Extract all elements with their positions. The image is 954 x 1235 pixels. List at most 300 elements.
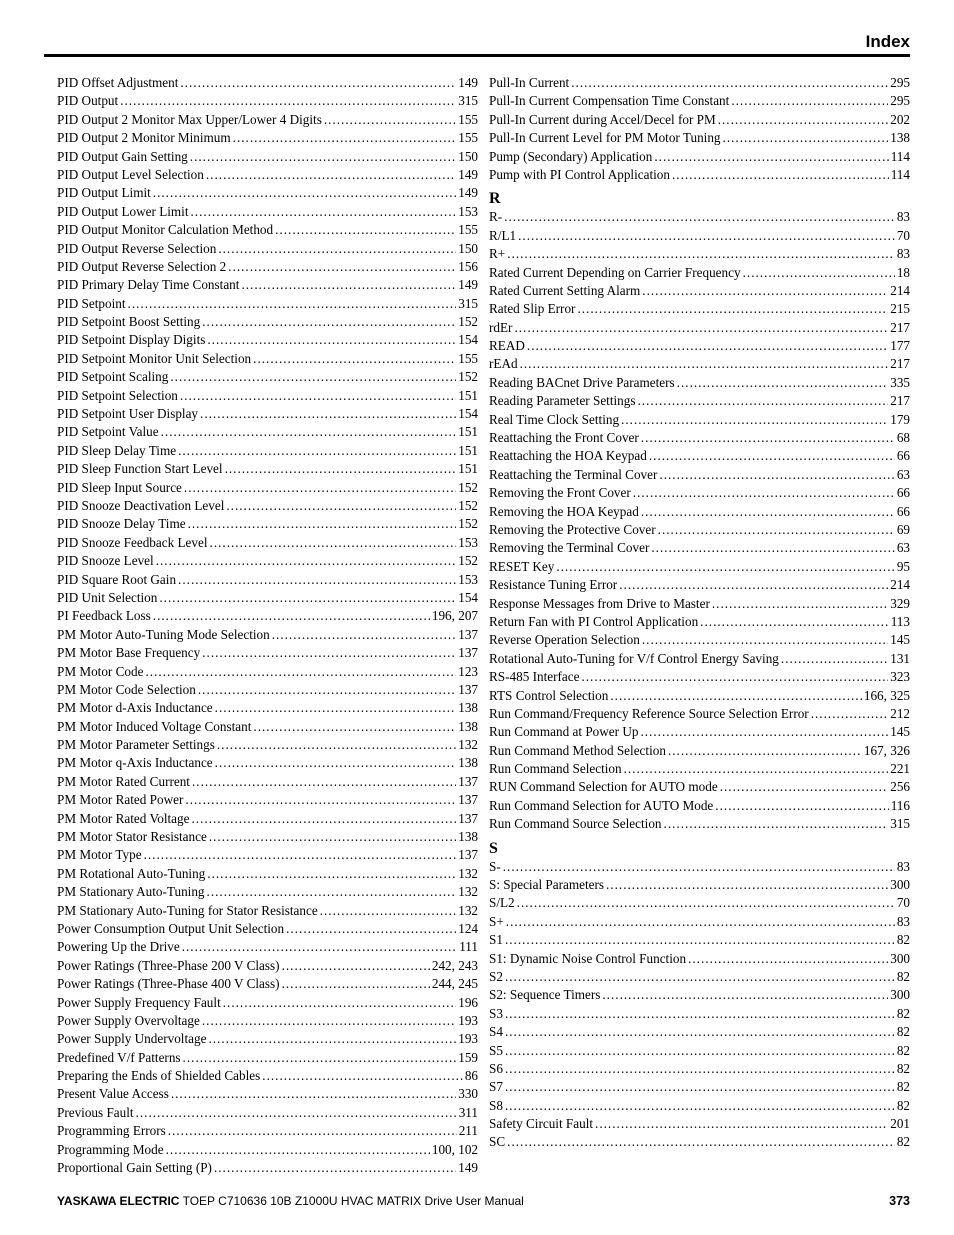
index-page-ref: 214 <box>890 577 910 593</box>
index-page-ref: 82 <box>896 1079 910 1095</box>
dot-leader <box>688 950 888 968</box>
index-entry <box>57 74 478 92</box>
index-entry <box>489 74 910 92</box>
index-entry <box>489 894 910 912</box>
index-page-ref: 154 <box>458 332 478 348</box>
index-entry <box>489 374 910 392</box>
index-term: PM Motor Type <box>57 847 142 863</box>
index-term: Safety Circuit Fault <box>489 1116 594 1132</box>
index-entry <box>57 773 478 791</box>
index-page-ref: 137 <box>458 626 478 642</box>
index-entry <box>57 1067 478 1085</box>
index-entry <box>57 148 478 166</box>
index-entry <box>489 300 910 318</box>
index-page-ref: 323 <box>890 669 910 685</box>
dot-leader <box>505 1060 895 1078</box>
index-page-ref: 300 <box>890 877 910 893</box>
index-entry <box>57 92 478 110</box>
index-page-ref: 132 <box>458 884 478 900</box>
index-page-ref: 214 <box>890 282 910 298</box>
index-term: Response Messages from Drive to Master <box>489 595 710 611</box>
index-entry <box>57 258 478 276</box>
dot-leader <box>610 687 861 705</box>
index-term: S4 <box>489 1024 503 1040</box>
index-term: S2 <box>489 968 503 984</box>
index-entry <box>489 466 910 484</box>
index-page-ref: 149 <box>458 75 478 90</box>
index-entry <box>57 368 478 386</box>
index-entry <box>489 650 910 668</box>
index-term: RUN Command Selection for AUTO mode <box>489 779 718 795</box>
index-entry <box>489 668 910 686</box>
index-term: PID Sleep Function Start Level <box>57 461 223 477</box>
dot-leader <box>638 392 889 410</box>
index-page-ref: 68 <box>896 430 910 446</box>
index-term: PM Motor Rated Power <box>57 792 184 808</box>
index-term: Power Ratings (Three-Phase 200 V Class) <box>57 957 280 973</box>
index-term: PM Motor Stator Resistance <box>57 829 207 845</box>
index-entry <box>489 705 910 723</box>
index-entry <box>489 858 910 876</box>
dot-leader <box>606 876 888 894</box>
index-page-ref: 211 <box>458 1123 478 1139</box>
index-page-ref: 217 <box>890 319 910 335</box>
index-term: Proportional Gain Setting (P) <box>57 1160 212 1176</box>
index-column-right <box>489 74 910 1152</box>
index-entry <box>57 479 478 497</box>
index-entry <box>57 718 478 736</box>
index-term: R+ <box>489 246 506 262</box>
index-column-left <box>57 74 478 1177</box>
index-page-ref: 66 <box>896 485 910 501</box>
index-page-ref: 82 <box>896 1042 910 1058</box>
index-entry <box>489 1097 910 1115</box>
index-term: PID Setpoint <box>57 295 126 311</box>
index-term: PID Snooze Feedback Level <box>57 534 208 550</box>
index-term: S1 <box>489 932 503 948</box>
index-entry <box>57 515 478 533</box>
index-page-ref: 201 <box>890 1116 910 1132</box>
index-page-ref: 69 <box>896 521 910 537</box>
index-term: Pull-In Current <box>489 75 570 90</box>
index-page-ref: 154 <box>458 406 478 422</box>
index-page-ref: 145 <box>890 724 910 740</box>
dot-leader <box>180 387 456 405</box>
index-term: PID Square Root Gain <box>57 571 177 587</box>
index-page-ref: 149 <box>458 185 478 201</box>
footer-page-number: 373 <box>889 1194 910 1208</box>
index-entry <box>57 1122 478 1140</box>
dot-leader <box>659 466 894 484</box>
dot-leader <box>672 166 889 184</box>
dot-leader <box>144 846 457 864</box>
index-page-ref: 63 <box>896 540 910 556</box>
index-term: S5 <box>489 1042 503 1058</box>
dot-leader <box>217 736 456 754</box>
index-entry <box>489 319 910 337</box>
index-term: PM Rotational Auto-Tuning <box>57 865 206 881</box>
index-page-ref: 155 <box>458 130 478 146</box>
dot-leader <box>504 208 895 226</box>
dot-leader <box>233 129 457 147</box>
dot-leader <box>161 423 457 441</box>
index-page-ref: 315 <box>458 295 478 311</box>
index-entry <box>57 442 478 460</box>
dot-leader <box>595 1115 888 1133</box>
index-entry <box>57 865 478 883</box>
index-term: rEAd <box>489 356 518 372</box>
index-page-ref: 153 <box>458 203 478 219</box>
index-entry <box>57 111 478 129</box>
dot-leader <box>128 295 457 313</box>
index-term: PM Motor Code Selection <box>57 681 196 697</box>
index-page-ref: 300 <box>890 987 910 1003</box>
index-entry <box>57 534 478 552</box>
index-page-ref: 137 <box>458 792 478 808</box>
index-entry <box>489 447 910 465</box>
index-page-ref: 329 <box>890 595 910 611</box>
index-term: Powering Up the Drive <box>57 939 180 955</box>
index-entry <box>489 631 910 649</box>
index-term: PID Snooze Delay Time <box>57 516 186 532</box>
index-term: Resistance Tuning Error <box>489 577 618 593</box>
index-entry <box>57 938 478 956</box>
dot-leader <box>262 1067 463 1085</box>
index-entry <box>489 282 910 300</box>
index-term: PID Offset Adjustment <box>57 75 179 90</box>
dot-leader <box>218 240 456 258</box>
index-page-ref: 151 <box>458 424 478 440</box>
index-term: Pull-In Current Compensation Time Constant <box>489 93 730 109</box>
index-page-ref: 82 <box>896 1024 910 1040</box>
footer-document-title <box>57 1194 524 1208</box>
index-entry <box>57 736 478 754</box>
index-page-ref: 86 <box>464 1068 478 1084</box>
index-term: RS-485 Interface <box>489 669 580 685</box>
index-page-ref: 82 <box>896 932 910 948</box>
index-entry <box>489 166 910 184</box>
dot-leader <box>191 203 457 221</box>
dot-leader <box>668 742 862 760</box>
dot-leader <box>505 1042 895 1060</box>
dot-leader <box>178 442 456 460</box>
index-term: PM Motor Code <box>57 663 144 679</box>
dot-leader <box>720 778 889 796</box>
index-page-ref: 70 <box>896 895 910 911</box>
dot-leader <box>178 571 456 589</box>
dot-leader <box>185 791 456 809</box>
index-page-ref: 315 <box>890 816 910 832</box>
index-page-ref: 138 <box>458 829 478 845</box>
index-page-ref: 114 <box>890 166 910 182</box>
dot-leader <box>253 718 456 736</box>
index-term: Programming Errors <box>57 1123 166 1139</box>
index-term: PM Motor Rated Current <box>57 773 190 789</box>
index-entry <box>57 276 478 294</box>
index-entry <box>489 111 910 129</box>
dot-leader <box>184 479 456 497</box>
index-term: Pull-In Current during Accel/Decel for PM <box>489 111 716 127</box>
index-page-ref: 217 <box>890 393 910 409</box>
index-entry <box>489 876 910 894</box>
dot-leader <box>253 350 456 368</box>
index-term: Removing the Front Cover <box>489 485 631 501</box>
index-entry <box>57 387 478 405</box>
dot-leader <box>202 1012 456 1030</box>
index-entry <box>489 1023 910 1041</box>
index-page-ref: 242, 243 <box>431 957 478 973</box>
dot-leader <box>192 773 456 791</box>
index-page-ref: 152 <box>458 314 478 330</box>
index-entry <box>57 957 478 975</box>
dot-leader <box>282 957 430 975</box>
index-page-ref: 193 <box>458 1031 478 1047</box>
index-page-ref: 330 <box>458 1086 478 1102</box>
index-term: R- <box>489 209 503 225</box>
index-page-ref: 151 <box>458 461 478 477</box>
index-term: Rotational Auto-Tuning for V/f Control Energy Saving <box>489 650 779 666</box>
index-term: PID Setpoint Display Digits <box>57 332 206 348</box>
index-term: Power Ratings (Three-Phase 400 V Class) <box>57 976 280 992</box>
index-term: S3 <box>489 1005 503 1021</box>
dot-leader <box>272 626 456 644</box>
index-entry <box>57 1049 478 1067</box>
index-term: Reattaching the Terminal Cover <box>489 466 658 482</box>
index-entry <box>57 626 478 644</box>
dot-leader <box>642 631 888 649</box>
index-group-s <box>489 858 910 1152</box>
dot-leader <box>633 484 895 502</box>
index-page-ref: 132 <box>458 737 478 753</box>
index-term: Power Consumption Output Unit Selection <box>57 920 285 936</box>
index-page-ref: 66 <box>896 503 910 519</box>
index-entry <box>57 240 478 258</box>
index-entry <box>57 791 478 809</box>
index-term: PM Motor q-Axis Inductance <box>57 755 213 771</box>
index-entry <box>57 350 478 368</box>
index-term: Reverse Operation Selection <box>489 632 640 648</box>
index-page-ref: 217 <box>890 356 910 372</box>
index-page-ref: 138 <box>890 130 910 146</box>
index-term: PID Output 2 Monitor Max Upper/Lower 4 Digits <box>57 111 322 127</box>
index-page-ref: 155 <box>458 222 478 238</box>
index-entry <box>57 166 478 184</box>
dot-leader <box>226 497 456 515</box>
dot-leader <box>506 913 895 931</box>
dot-leader <box>180 74 456 92</box>
index-page-ref: 82 <box>896 1005 910 1021</box>
dot-leader <box>215 699 457 717</box>
index-page-ref: 137 <box>458 810 478 826</box>
dot-leader <box>619 576 888 594</box>
index-entry <box>489 521 910 539</box>
index-entry <box>57 203 478 221</box>
dot-leader <box>664 815 889 833</box>
index-entry <box>57 607 478 625</box>
dot-leader <box>571 74 888 92</box>
index-term: Run Command/Frequency Reference Source Selection Error <box>489 705 809 721</box>
index-page-ref: 159 <box>458 1049 478 1065</box>
index-term: Predefined V/f Patterns <box>57 1049 181 1065</box>
dot-leader <box>658 521 895 539</box>
dot-leader <box>507 1133 895 1151</box>
index-entry <box>57 552 478 570</box>
index-entry <box>57 1085 478 1103</box>
index-page-ref: 202 <box>890 111 910 127</box>
index-entry <box>57 994 478 1012</box>
index-page-ref: 95 <box>896 558 910 574</box>
index-page-ref: 82 <box>896 1097 910 1113</box>
dot-leader <box>505 968 895 986</box>
index-entry <box>489 484 910 502</box>
dot-leader <box>207 331 456 349</box>
dot-leader <box>324 111 456 129</box>
dot-leader <box>743 264 895 282</box>
index-term: PID Output Reverse Selection 2 <box>57 258 227 274</box>
index-entry <box>57 460 478 478</box>
index-entry <box>57 920 478 938</box>
index-term: S/L2 <box>489 895 515 911</box>
index-term: PM Motor Induced Voltage Constant <box>57 718 252 734</box>
index-term: Run Command at Power Up <box>489 724 639 740</box>
index-term: PM Stationary Auto-Tuning for Stator Resistance <box>57 902 318 918</box>
index-page-ref: 111 <box>459 939 478 955</box>
index-entry <box>489 411 910 429</box>
index-term: S7 <box>489 1079 503 1095</box>
index-term: Power Supply Overvoltage <box>57 1012 200 1028</box>
dot-leader <box>641 503 895 521</box>
dot-leader <box>320 902 457 920</box>
index-entry <box>489 148 910 166</box>
index-entry <box>57 589 478 607</box>
index-entry <box>57 221 478 239</box>
index-term: Real Time Clock Setting <box>489 411 620 427</box>
dot-leader <box>282 975 430 993</box>
index-entry <box>489 687 910 705</box>
index-page-ref: 82 <box>896 1134 910 1150</box>
dot-leader <box>642 282 888 300</box>
index-entry <box>57 902 478 920</box>
index-term: PM Motor Auto-Tuning Mode Selection <box>57 626 270 642</box>
index-page-ref: 295 <box>890 75 910 90</box>
index-entry <box>489 778 910 796</box>
index-term: PI Feedback Loss <box>57 608 151 624</box>
dot-leader <box>811 705 889 723</box>
index-term: Pull-In Current Level for PM Motor Tuning <box>489 130 721 146</box>
index-term: PID Output Lower Limit <box>57 203 189 219</box>
index-term: PID Snooze Level <box>57 553 154 569</box>
index-entry <box>57 975 478 993</box>
index-page-ref: 149 <box>458 277 478 293</box>
index-page-ref: 63 <box>896 466 910 482</box>
dot-leader <box>723 129 889 147</box>
index-page-ref: 152 <box>458 479 478 495</box>
index-page-ref: 177 <box>890 338 910 354</box>
index-page-ref: 137 <box>458 847 478 863</box>
index-entry <box>489 1042 910 1060</box>
index-term: PID Output Gain Setting <box>57 148 188 164</box>
index-entry <box>57 423 478 441</box>
dot-leader <box>215 754 457 772</box>
index-term: Run Command Source Selection <box>489 816 662 832</box>
index-entry <box>489 613 910 631</box>
index-entry <box>57 1159 478 1177</box>
index-page-ref: 138 <box>458 718 478 734</box>
index-entry <box>489 913 910 931</box>
index-entry <box>57 644 478 662</box>
index-term: PID Primary Delay Time Constant <box>57 277 240 293</box>
index-entry <box>489 968 910 986</box>
dot-leader <box>200 405 456 423</box>
dot-leader <box>517 894 895 912</box>
index-term: Power Supply Undervoltage <box>57 1031 207 1047</box>
index-entry <box>489 539 910 557</box>
index-entry <box>489 208 910 226</box>
index-page-ref: 311 <box>458 1104 478 1120</box>
dot-leader <box>202 313 456 331</box>
dot-leader <box>624 760 889 778</box>
index-page-ref: 66 <box>896 448 910 464</box>
index-entry <box>57 184 478 202</box>
index-entry <box>57 571 478 589</box>
dot-leader <box>651 539 894 557</box>
index-page-ref: 132 <box>458 902 478 918</box>
index-entry <box>489 558 910 576</box>
index-page-ref: 150 <box>458 148 478 164</box>
dot-leader <box>781 650 888 668</box>
index-entry <box>489 1133 910 1151</box>
index-page-ref: 138 <box>458 755 478 771</box>
index-page-ref: 167, 326 <box>863 742 910 758</box>
index-entry <box>57 313 478 331</box>
dot-leader <box>228 258 456 276</box>
index-page-ref: 152 <box>458 553 478 569</box>
index-term: PM Motor Base Frequency <box>57 645 201 661</box>
dot-leader <box>188 515 457 533</box>
index-page-ref: 300 <box>890 950 910 966</box>
index-term: PID Output Level Selection <box>57 166 204 182</box>
index-page-ref: 83 <box>896 246 910 262</box>
dot-leader <box>577 300 888 318</box>
dot-leader <box>171 1085 456 1103</box>
index-entry <box>489 986 910 1004</box>
index-page-ref: 149 <box>458 1160 478 1176</box>
index-page-ref: 150 <box>458 240 478 256</box>
dot-leader <box>641 429 895 447</box>
index-page-ref: 221 <box>890 761 910 777</box>
index-page-ref: 70 <box>896 227 910 243</box>
index-group-r <box>489 208 910 833</box>
index-page-ref: 215 <box>890 301 910 317</box>
dot-leader <box>507 245 895 263</box>
index-entry <box>57 405 478 423</box>
index-term: Programming Mode <box>57 1141 164 1157</box>
dot-leader <box>208 1030 456 1048</box>
index-entry <box>489 337 910 355</box>
index-page-ref: 151 <box>458 442 478 458</box>
dot-leader <box>700 613 889 631</box>
index-term: Present Value Access <box>57 1086 169 1102</box>
dot-leader <box>518 227 895 245</box>
dot-leader <box>136 1104 457 1122</box>
index-term: PID Setpoint Selection <box>57 387 178 403</box>
index-entry <box>57 846 478 864</box>
index-term: PM Motor d-Axis Inductance <box>57 700 213 716</box>
index-page-ref: 83 <box>896 209 910 225</box>
index-entry <box>57 129 478 147</box>
index-entry <box>57 828 478 846</box>
index-page-ref: 152 <box>458 369 478 385</box>
